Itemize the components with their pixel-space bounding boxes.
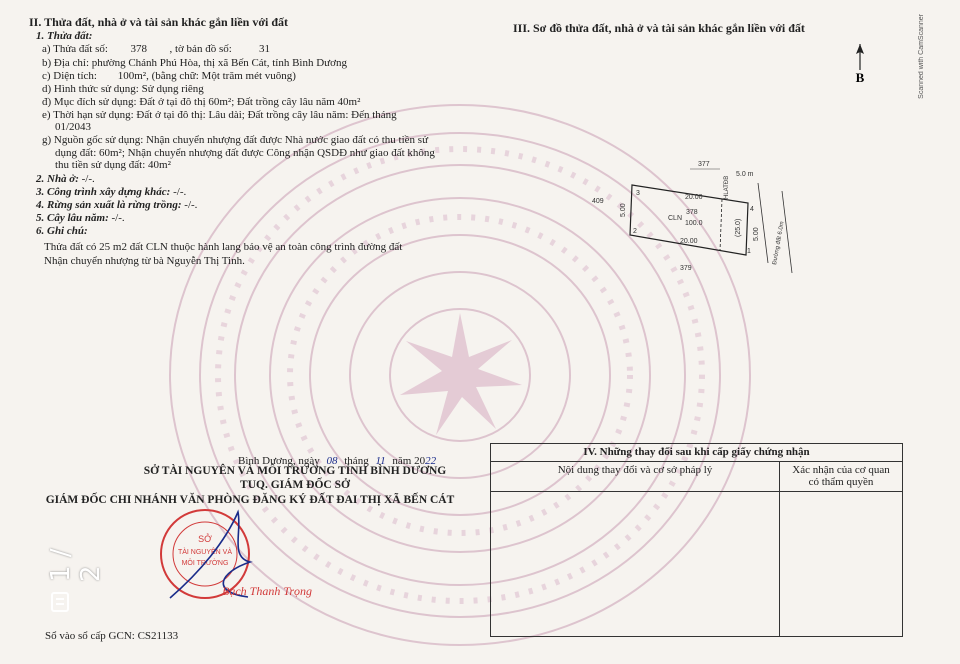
note-2: Nhận chuyển nhượng từ bà Nguyễn Thị Tinh. bbox=[44, 255, 245, 267]
section-ii-title: II. Thửa đất, nhà ở và tài sản khác gắn liền với đất bbox=[29, 15, 289, 29]
construction-label: 3. Công trình xây dựng khác: bbox=[36, 186, 171, 198]
road-width-label: 5.0 m bbox=[736, 171, 754, 178]
north-label: B bbox=[855, 70, 865, 85]
area-value: 100m², (bằng chữ: Một trăm mét vuông) bbox=[117, 70, 296, 82]
corridor-line bbox=[720, 199, 722, 251]
perennial-label: 5. Cây lâu năm: bbox=[36, 212, 109, 224]
signer-title: GIÁM ĐỐC CHI NHÁNH VĂN PHÒNG ĐĂNG KÝ ĐẤT ĐAI THỊ XÃ BẾN CÁT bbox=[45, 494, 455, 506]
parcel-label: a) Thửa đất số: bbox=[42, 43, 108, 55]
corner-2: 2 bbox=[633, 228, 637, 235]
neighbor-409: 409 bbox=[592, 198, 604, 205]
corner-1: 1 bbox=[747, 248, 751, 255]
neighbor-377: 377 bbox=[698, 161, 710, 168]
top-length: 20.00 bbox=[685, 194, 703, 201]
register-number: Sổ vào sổ cấp GCN: CS21133 bbox=[45, 630, 179, 642]
parcel-number: 378 bbox=[130, 43, 147, 55]
parcel-area-label: 100.0 bbox=[685, 220, 703, 227]
usage-origin-cont-2: thu tiền sử dụng đất: 40m² bbox=[55, 159, 171, 171]
house-label: 2. Nhà ở: bbox=[36, 173, 79, 185]
hlatdb-label: HLATĐB bbox=[724, 175, 730, 199]
changes-col-confirmation-line2: có thẩm quyền bbox=[808, 476, 874, 488]
land-type-label: CLN bbox=[668, 215, 683, 222]
map-sheet-number: 31 bbox=[259, 43, 271, 55]
usage-form: d) Hình thức sử dụng: Sử dụng riêng bbox=[42, 83, 204, 95]
stamp-line-2: TÀI NGUYÊN VÀ bbox=[177, 549, 233, 556]
stamp-line-1: SỞ bbox=[198, 534, 212, 544]
date-month: 11 bbox=[375, 455, 386, 467]
date-day: 08 bbox=[326, 455, 338, 467]
bottom-length: 20.00 bbox=[680, 238, 698, 245]
forest-label: 4. Rừng sản xuất là rừng trồng: bbox=[36, 199, 182, 211]
corner-4: 4 bbox=[750, 206, 754, 213]
section-iii-title: III. Sơ đồ thửa đất, nhà ở và tài sản khác gắn liền với đất bbox=[513, 21, 805, 35]
changes-content-cell[interactable] bbox=[491, 492, 780, 637]
parcel-number-row bbox=[42, 43, 295, 56]
land-heading: 1. Thửa đất: bbox=[36, 30, 93, 42]
year-label: năm 20 bbox=[392, 455, 426, 467]
map-sheet-label: , tờ bản đồ số: bbox=[169, 43, 232, 55]
usage-origin-cont-1: dụng đất: 60m²; Nhận chuyển nhượng đất được Công nhận QSDĐ như giao đất không bbox=[55, 147, 435, 159]
changes-confirmation-cell[interactable] bbox=[780, 492, 903, 637]
corridor-area-label: (25.0) bbox=[735, 218, 742, 237]
scanner-watermark: Scanned with CamScanner bbox=[918, 14, 925, 99]
area-label: c) Diện tích: bbox=[42, 70, 97, 82]
date-prefix: Bình Dương, ngày bbox=[238, 455, 320, 467]
note-1: Thửa đất có 25 m2 đất CLN thuộc hành lang bảo vệ an toàn công trình đường đất bbox=[44, 241, 403, 253]
page-indicator-text: 1 / 2 bbox=[46, 548, 106, 582]
stamp-line-3: MÔI TRƯỜNG bbox=[181, 560, 229, 567]
pages-icon bbox=[48, 590, 74, 616]
usage-duration-cont: 01/2043 bbox=[55, 121, 92, 133]
date-year: 22 bbox=[425, 455, 437, 467]
construction-row bbox=[36, 186, 186, 199]
parcel-number-label: 378 bbox=[686, 209, 698, 216]
perennial-row bbox=[36, 212, 125, 225]
signer-name: Bạch Thanh Trọng bbox=[222, 584, 313, 598]
address: b) Địa chỉ: phường Chánh Phú Hòa, thị xã Bến Cát, tỉnh Bình Dương bbox=[42, 57, 347, 69]
house-value: -/-. bbox=[81, 173, 95, 185]
usage-purpose: đ) Mục đích sử dụng: Đất ở tại đô thị 60m²; Đất trồng cây lâu năm 40m² bbox=[42, 96, 361, 108]
changes-table-title: IV. Những thay đổi sau khi cấp giấy chứng nhận bbox=[491, 444, 903, 462]
corner-3: 3 bbox=[636, 190, 640, 197]
right-length: 5.00 bbox=[753, 227, 760, 241]
forest-row bbox=[36, 199, 197, 212]
page-indicator[interactable] bbox=[38, 520, 106, 620]
issuing-org: SỞ TÀI NGUYÊN VÀ MÔI TRƯỜNG TỈNH BÌNH DƯƠNG bbox=[143, 465, 447, 477]
construction-value: -/-. bbox=[173, 186, 187, 198]
month-label: tháng bbox=[344, 455, 369, 467]
notes-heading: 6. Ghi chú: bbox=[36, 225, 88, 237]
changes-col-confirmation-line1: Xác nhận của cơ quan bbox=[792, 464, 890, 476]
usage-origin: g) Nguồn gốc sử dụng: Nhận chuyển nhượng đất được Nhà nước giao đất có thu tiền sử bbox=[42, 134, 429, 146]
road-label: Đường đất 6.0m bbox=[772, 220, 786, 266]
house-row bbox=[36, 173, 95, 186]
perennial-value: -/-. bbox=[111, 212, 125, 224]
usage-duration: e) Thời hạn sử dụng: Đất ở tại đô thị: Lâu dài; Đất trồng cây lâu năm: Đến tháng bbox=[42, 109, 397, 121]
north-arrow-icon bbox=[848, 42, 872, 86]
neighbor-379: 379 bbox=[680, 265, 692, 272]
area-row bbox=[42, 70, 296, 83]
parcel-diagram bbox=[590, 155, 800, 285]
forest-value: -/-. bbox=[184, 199, 198, 211]
changes-col-confirmation bbox=[780, 462, 903, 492]
left-length: 5.00 bbox=[620, 203, 627, 217]
deputy-title: TUQ. GIÁM ĐỐC SỞ bbox=[240, 479, 350, 491]
changes-table bbox=[490, 443, 903, 637]
changes-col-content: Nội dung thay đổi và cơ sở pháp lý bbox=[491, 462, 780, 492]
